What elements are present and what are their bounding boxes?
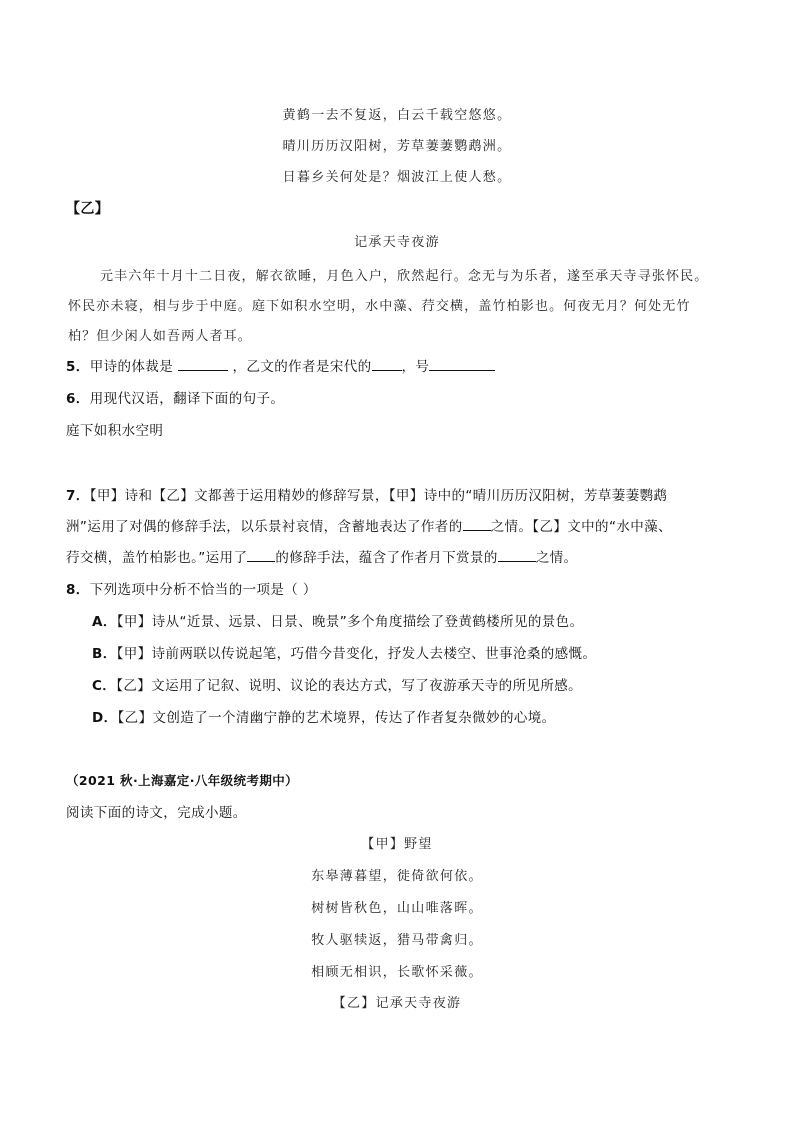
question-6 [66, 387, 284, 407]
question-7-line3 [66, 546, 577, 566]
section-marker: 【乙】 [66, 201, 110, 217]
option-text: 【甲】诗从“近景、远景、日景、晚景”多个角度描绘了登黄鹤楼所见的景色。 [116, 614, 584, 630]
option-b[interactable] [92, 642, 596, 662]
answer-blank[interactable] [498, 548, 536, 562]
question-text: ，号 [401, 359, 430, 375]
answer-blank[interactable] [429, 357, 495, 371]
instruction: 阅读下面的诗文，完成小题。 [66, 805, 247, 821]
question-text: 荇交横，盖竹柏影也。”运用了 [66, 550, 248, 566]
poem-line: 黄鹤一去不复返，白云千载空悠悠。 [282, 108, 512, 123]
option-letter: A． [92, 614, 117, 630]
question-number: 7． [66, 488, 90, 504]
question-number: 5． [66, 359, 90, 375]
question-7-line1 [66, 484, 667, 504]
poem-line: 东皋薄暮望，徙倚欲何依。 [311, 869, 483, 884]
question-text: 洲”运用了对偶的修辞手法，以乐景衬哀情，含蓄地表达了作者的 [66, 519, 463, 535]
question-text: 甲诗的体裁是 [89, 359, 174, 375]
passage-line: 柏？但少闲人如吾两人者耳。 [68, 329, 252, 344]
question-text: 的修辞手法，蕴含了作者月下赏景的 [275, 550, 498, 566]
question-text: 下列选项中分析不恰当的一项是（ ） [89, 582, 317, 598]
answer-blank[interactable] [178, 357, 228, 371]
question-text: 用现代汉语，翻译下面的句子。 [89, 391, 285, 407]
passage-line: 元丰六年十月十二日夜，解衣欲睡，月色入户，欣然起行。念无与为乐者，遂至承天寺寻张怀民。 [100, 269, 709, 284]
poem-line: 牧人驱犊返，猎马带禽归。 [311, 933, 483, 948]
question-source: （2021 秋·上海嘉定·八年级统考期中） [66, 773, 299, 788]
translation-sentence: 庭下如积水空明 [66, 423, 164, 439]
option-letter: B． [92, 646, 117, 662]
question-text: 之情。【乙】文中的“水中藻、 [490, 519, 672, 535]
answer-blank[interactable] [463, 517, 491, 531]
question-text: 【甲】诗和【乙】文都善于运用精妙的修辞写景，【甲】诗中的“晴川历历汉阳树，芳草萋萋鹦鹉 [89, 488, 668, 504]
option-c[interactable] [92, 674, 582, 694]
option-letter: C． [92, 678, 117, 694]
question-number: 6． [66, 391, 90, 407]
passage-line: 怀民亦未寝，相与步于中庭。庭下如积水空明，水中藻、荇交横，盖竹柏影也。何夜无月？何处无竹 [68, 299, 691, 314]
option-text: 【乙】文运用了记叙、说明、议论的表达方式，写了夜游承天寺的所见所感。 [116, 678, 583, 694]
poem-line: 晴川历历汉阳树，芳草萋萋鹦鹉洲。 [282, 139, 512, 154]
option-a[interactable] [92, 610, 584, 630]
question-8 [66, 578, 317, 598]
answer-blank[interactable] [247, 548, 275, 562]
option-d[interactable] [92, 706, 556, 726]
passage-title: 记承天寺夜游 [354, 235, 440, 250]
poem-line: 相顾无相识，长歌怀采薇。 [311, 965, 483, 980]
question-5 [66, 355, 495, 375]
passage-title: 【乙】记承天寺夜游 [332, 996, 462, 1011]
question-7-line2 [66, 515, 672, 535]
poem-title: 【甲】野望 [361, 837, 433, 852]
option-text: 【甲】诗前两联以传说起笔，巧借今昔变化，抒发人去楼空、世事沧桑的感慨。 [116, 646, 597, 662]
option-text: 【乙】文创造了一个清幽宁静的艺术境界，传达了作者复杂微妙的心境。 [117, 710, 556, 726]
question-number: 8． [66, 582, 90, 598]
option-letter: D． [92, 710, 118, 726]
answer-blank[interactable] [372, 357, 402, 371]
question-text: 之情。 [535, 550, 578, 566]
question-text: ，乙文的作者是宋代的 [232, 359, 372, 375]
poem-line: 树树皆秋色，山山唯落晖。 [311, 901, 483, 916]
poem-line: 日暮乡关何处是？烟波江上使人愁。 [282, 170, 512, 185]
